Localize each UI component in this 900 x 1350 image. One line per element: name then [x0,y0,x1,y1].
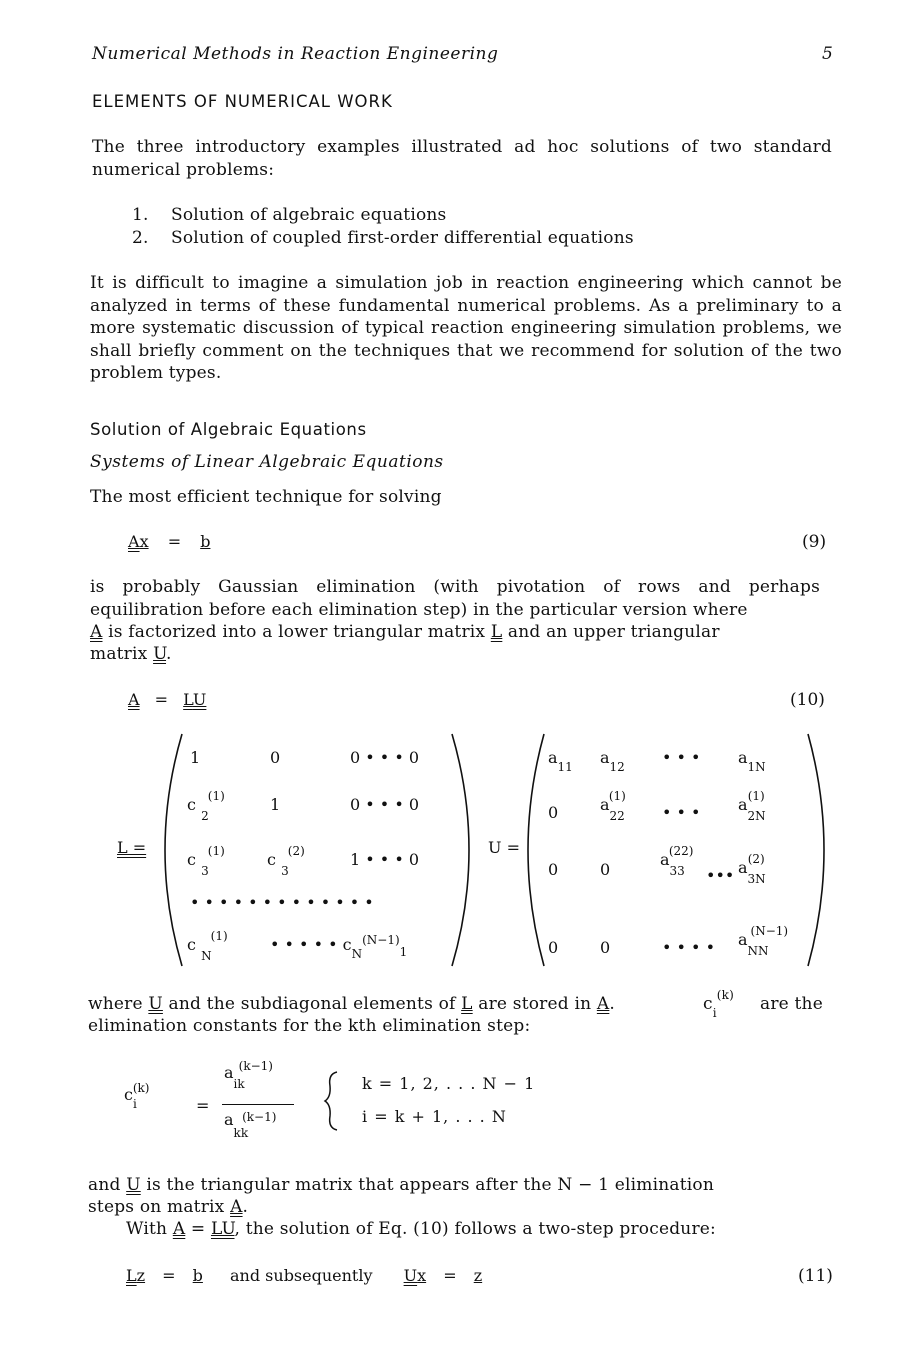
text-fragment: where [88,994,143,1014]
subscript: 3 [281,864,289,878]
matrix-cell [738,789,783,823]
paragraph-elimination-line: elimination constants for the kth elimination step: [88,1016,531,1036]
symbol: c [703,994,713,1014]
matrix-cell [738,748,766,774]
subscript: 3N [747,872,766,886]
subscript: 22 [609,809,625,823]
list-number: 2. [132,228,149,248]
paragraph-triangular-line [88,1174,714,1197]
paragraph-solving: The most efficient technique for solving [90,487,442,507]
paragraph-steps-line [88,1196,248,1219]
matrix-u-symbol: U [153,644,167,664]
text-fragment: and [88,1175,121,1195]
matrix-cell [548,748,573,774]
text-fragment: is the triangular matrix that appears after the N − 1 elimination [146,1175,714,1195]
condition-k: k = 1, 2, . . . N − 1 [362,1074,536,1093]
matrix-dots-row: • • • • • • • • • • • • • [190,893,374,912]
superscript: (2) [287,844,305,858]
constant-c-ik [703,985,735,1020]
matrix-cell: 0 [600,860,611,879]
equals-sign: = [167,532,182,551]
superscript: (N−1) [750,924,789,938]
matrix-cell [267,844,311,878]
paragraph-matrix-u-line [90,643,172,666]
superscript: (N−1) [362,933,400,947]
matrix-dots: • • • [662,748,701,767]
list-number: 1. [132,205,149,225]
condition-i: i = k + 1, . . . N [362,1107,507,1126]
subscript: 1 [399,945,408,959]
symbol: a [224,1110,234,1129]
symbol: a [600,795,610,814]
matrix-lu-symbol: LU [210,1219,235,1239]
matrix-cell: 0 [548,938,559,957]
matrix-cell: 1 • • • 0 [350,850,420,869]
fraction-numerator [224,1059,279,1091]
matrix-l-symbol: L [126,1266,137,1285]
paragraph-difficulty: It is difficult to imagine a simulation job in reaction engineering which cannot be analyzed in terms of these fundamental numerical problems. As a preliminary to a more systematic discussion of typical reaction engineering simulation problems, we shall briefly comment on the techniques that we recommend for solution of the two problem types. [90,273,842,383]
vector-z-symbol: z [473,1266,483,1285]
text-fragment: steps on matrix [88,1197,225,1217]
matrix-cell: 0 [270,748,281,767]
matrix-cell: 0 • • • 0 [350,795,420,814]
matrix-cell [660,844,709,878]
subscript: NN [747,944,769,958]
text-fragment: is factorized into a lower triangular matrix [108,622,486,642]
text-fragment: matrix [90,644,148,664]
matrix-dots: • • • [662,803,701,822]
symbol: a [738,795,748,814]
text-fragment: are the [760,994,823,1014]
superscript: (1) [608,789,626,803]
equation-9 [128,532,210,551]
text-fragment: and the subdiagonal elements of [168,994,456,1014]
subscript: ik [233,1077,245,1091]
list-text: Solution of algebraic equations [171,205,447,225]
ck-lhs [124,1081,153,1111]
superscript: (1) [747,789,765,803]
paragraph-with-line [126,1218,716,1241]
superscript: (2) [747,852,765,866]
symbol: a [224,1063,234,1082]
equation-number: (11) [798,1266,833,1286]
equation-number: (10) [790,690,825,710]
equals-sign: = [443,1266,457,1285]
subscript: N [201,949,212,963]
equals-sign: = [154,690,169,709]
vector-x-symbol: x [139,532,149,551]
subscript: 12 [609,760,625,774]
subscript: i [132,1097,137,1111]
matrix-u-symbol: U [126,1175,141,1195]
matrix-a-symbol: A [128,690,140,709]
matrix-cell [187,929,234,963]
subsection-title: Solution of Algebraic Equations [90,420,367,439]
matrix-cell [738,852,783,886]
symbol: c [187,935,196,954]
matrix-u-symbol: U [148,994,163,1014]
matrix-cell [270,933,408,961]
subscript: 2 [201,809,209,823]
subsubsection-title: Systems of Linear Algebraic Equations [90,452,444,472]
matrix-l-symbol: L = [117,838,147,857]
equals-sign: = [196,1096,210,1115]
subscript: 11 [557,760,573,774]
paragraph-where-line: where U and the subdiagonal elements of L are stored in A. [88,994,615,1014]
subscript: i [712,1006,717,1020]
superscript: (k) [716,988,735,1002]
symbol: a [738,858,748,877]
matrix-cell: 1 [190,748,201,767]
matrix-a-symbol: A [596,994,610,1014]
matrix-a-symbol: A [172,1219,186,1239]
matrix-dots: ••• [706,866,735,885]
equals-sign: = [162,1266,176,1285]
subscript: 2N [747,809,766,823]
subscript: N [351,947,363,961]
matrix-cell [600,748,625,774]
superscript: (k−1) [242,1110,277,1124]
page-number: 5 [822,44,833,64]
equation-11 [126,1266,482,1285]
superscript: (1) [207,844,225,858]
symbol: a [600,748,610,767]
matrix-cell: 0 [548,860,559,879]
matrix-l-symbol: L [490,622,503,642]
matrix-u-symbol: U [192,690,207,709]
superscript: (k) [132,1081,150,1095]
brace-icon [322,1070,342,1132]
paragraph-gaussian: is probably Gaussian elimination (with pivotation of rows and perhaps equilibration before each elimination step) in the particular version where [90,577,820,620]
vector-b-symbol: b [200,532,211,551]
matrix-cell [738,924,806,958]
matrix-l-symbol: L [183,690,193,709]
matrix-cell [187,844,231,878]
equation-number: (9) [802,532,827,552]
fraction-bar [222,1104,294,1105]
symbol: a [548,748,558,767]
superscript: (22) [668,844,694,858]
symbol: c [267,850,276,869]
symbol: • • • • • c [270,935,352,954]
matrix-u-symbol: U [403,1266,418,1285]
matrix-cell: 0 • • • 0 [350,748,420,767]
running-title: Numerical Methods in Reaction Engineering [92,44,499,64]
matrix-cell: 1 [270,795,281,814]
symbol: a [660,850,670,869]
matrix-a-symbol: A [230,1197,243,1217]
text-fragment: and an upper triangular [507,622,720,642]
equation-10 [128,690,206,709]
subscript: 1N [747,760,766,774]
matrix-dots: • • • • [662,938,716,957]
symbol: c [187,850,196,869]
text-fragment: With [126,1219,168,1239]
section-title: ELEMENTS OF NUMERICAL WORK [92,92,393,111]
list-item [132,227,634,250]
symbol: a [738,748,748,767]
subscript: 3 [201,864,209,878]
vector-x-symbol: x [417,1266,427,1285]
superscript: (1) [210,929,228,943]
matrix-cell: 0 [600,938,611,957]
matrix-cell [600,789,642,823]
label-text: U = [488,838,520,857]
paragraph-factorized-line [90,621,720,644]
text-fragment: are stored in [478,994,592,1014]
text-fragment: . [242,1197,249,1217]
superscript: (k−1) [238,1059,273,1073]
vector-b-symbol: b [192,1266,203,1285]
list-item [132,204,447,227]
matrix-a-symbol: A [90,622,103,642]
subscript: 33 [669,864,685,878]
matrix-a-symbol: A [128,532,140,551]
equals-sign: = [190,1219,206,1239]
text-fragment: , the solution of Eq. (10) follows a two-step procedure: [234,1219,716,1239]
subscript: kk [233,1126,249,1140]
vector-z-symbol: z [136,1266,146,1285]
matrix-cell: 0 [548,803,559,822]
symbol: c [187,795,196,814]
text-fragment: and subsequently [230,1266,373,1285]
symbol: a [738,930,748,949]
fraction-denominator [224,1110,282,1140]
superscript: (1) [207,789,225,803]
paragraph-intro: The three introductory examples illustrated ad hoc solutions of two standard numerical problems: [92,137,832,180]
text-fragment: . [166,644,172,664]
symbol: c [124,1085,133,1104]
matrix-cell [187,789,231,823]
matrix-l-symbol: L [461,994,473,1014]
list-text: Solution of coupled first-order differential equations [171,228,634,248]
